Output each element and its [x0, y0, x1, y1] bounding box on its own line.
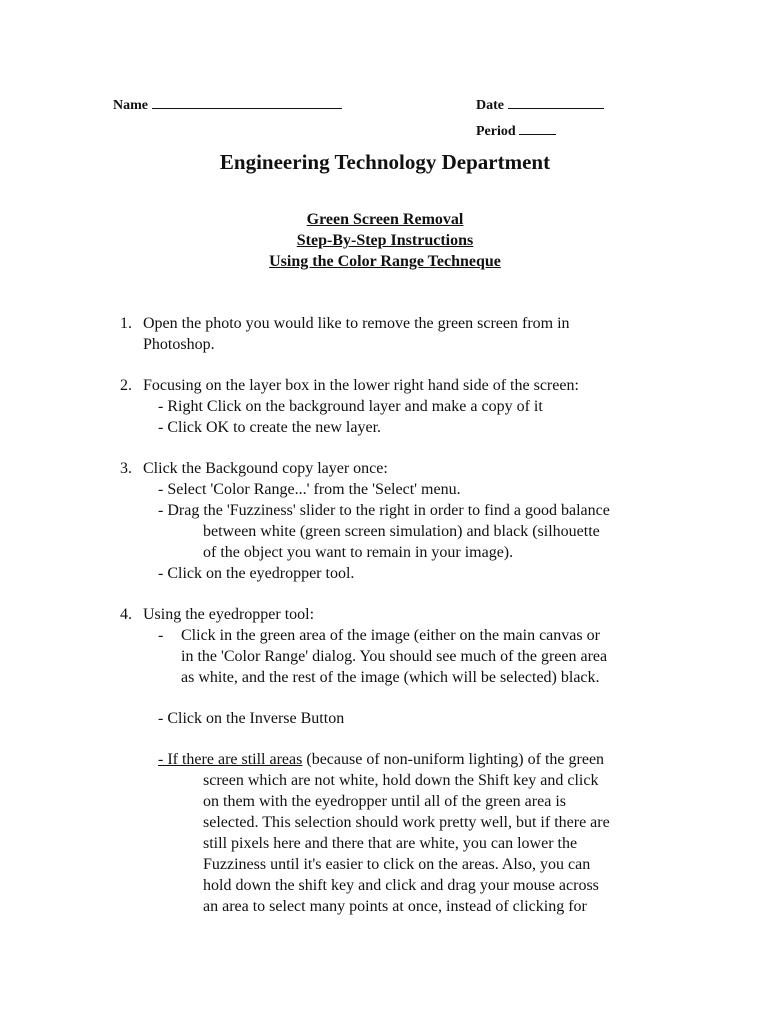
step-number: 4.: [120, 606, 132, 623]
step-text: Using the eyedropper tool:: [143, 606, 315, 623]
step-number: 3.: [120, 460, 132, 477]
step-substep: - Click OK to create the new layer.: [158, 419, 382, 436]
step-1: [120, 313, 680, 355]
step-substep: as white, and the rest of the image (which will be selected) black.: [181, 669, 600, 686]
name-label: Name: [113, 98, 148, 113]
step-substep-continued: Fuzziness until it's easier to click on the areas. Also, you can: [203, 856, 591, 873]
step-substep-continued: on them with the eyedropper until all of the green area is: [203, 793, 566, 810]
step-number: 1.: [120, 315, 132, 332]
subtitle-line-2: Step-By-Step Instructions: [296, 232, 474, 249]
step-substep: - Drag the 'Fuzziness' slider to the right in order to find a good balance: [158, 502, 610, 519]
substep-dash: -: [158, 627, 164, 644]
step-substep-continued: hold down the shift key and click and drag your mouse across: [203, 877, 599, 894]
step-substep-continued: still pixels here and there that are white, you can lower the: [203, 835, 578, 852]
date-field: [476, 95, 604, 115]
step-substep: [143, 749, 680, 770]
step-substep: in the 'Color Range' dialog. You should see much of the green area: [181, 648, 608, 665]
name-field: [113, 95, 342, 115]
step-text: Click the Backgound copy layer once:: [143, 460, 388, 477]
step-substep: - Click on the Inverse Button: [158, 710, 345, 727]
step-text: Open the photo you would like to remove the green screen from in: [143, 315, 570, 332]
date-blank[interactable]: [508, 95, 604, 109]
step-substep: - Click on the eyedropper tool.: [158, 565, 355, 582]
substep-text: (because of non-uniform lighting) of the green: [302, 751, 605, 768]
instruction-list: [120, 313, 680, 937]
step-substep: - Select 'Color Range...' from the 'Select' menu.: [158, 481, 461, 498]
step-4: [120, 604, 680, 917]
step-text: Focusing on the layer box in the lower right hand side of the screen:: [143, 377, 579, 394]
step-substep-continued: selected. This selection should work pretty well, but if there are: [203, 814, 610, 831]
step-2: [120, 375, 680, 438]
step-substep-continued: of the object you want to remain in your image).: [203, 544, 514, 561]
page-title: Engineering Technology Department: [219, 150, 551, 174]
period-field: [476, 121, 556, 141]
underlined-text: - If there are still areas: [158, 751, 303, 768]
step-substep: Click in the green area of the image (either on the main canvas or: [181, 627, 600, 644]
subtitle-line-1: Green Screen Removal: [306, 211, 464, 228]
step-text: Photoshop.: [143, 336, 215, 353]
step-substep-continued: between white (green screen simulation) and black (silhouette: [203, 523, 600, 540]
step-substep-block: [143, 625, 680, 688]
period-label: Period: [476, 124, 516, 139]
step-3: [120, 458, 680, 584]
subtitle-line-3: Using the Color Range Techneque: [269, 253, 501, 270]
step-number: 2.: [120, 377, 132, 394]
step-substep: - Right Click on the background layer and make a copy of it: [158, 398, 543, 415]
period-blank[interactable]: [519, 121, 556, 135]
date-label: Date: [476, 98, 504, 113]
step-substep-continued: an area to select many points at once, instead of clicking for: [203, 898, 587, 915]
step-substep-continued: screen which are not white, hold down the Shift key and click: [203, 772, 599, 789]
name-blank[interactable]: [152, 95, 342, 109]
